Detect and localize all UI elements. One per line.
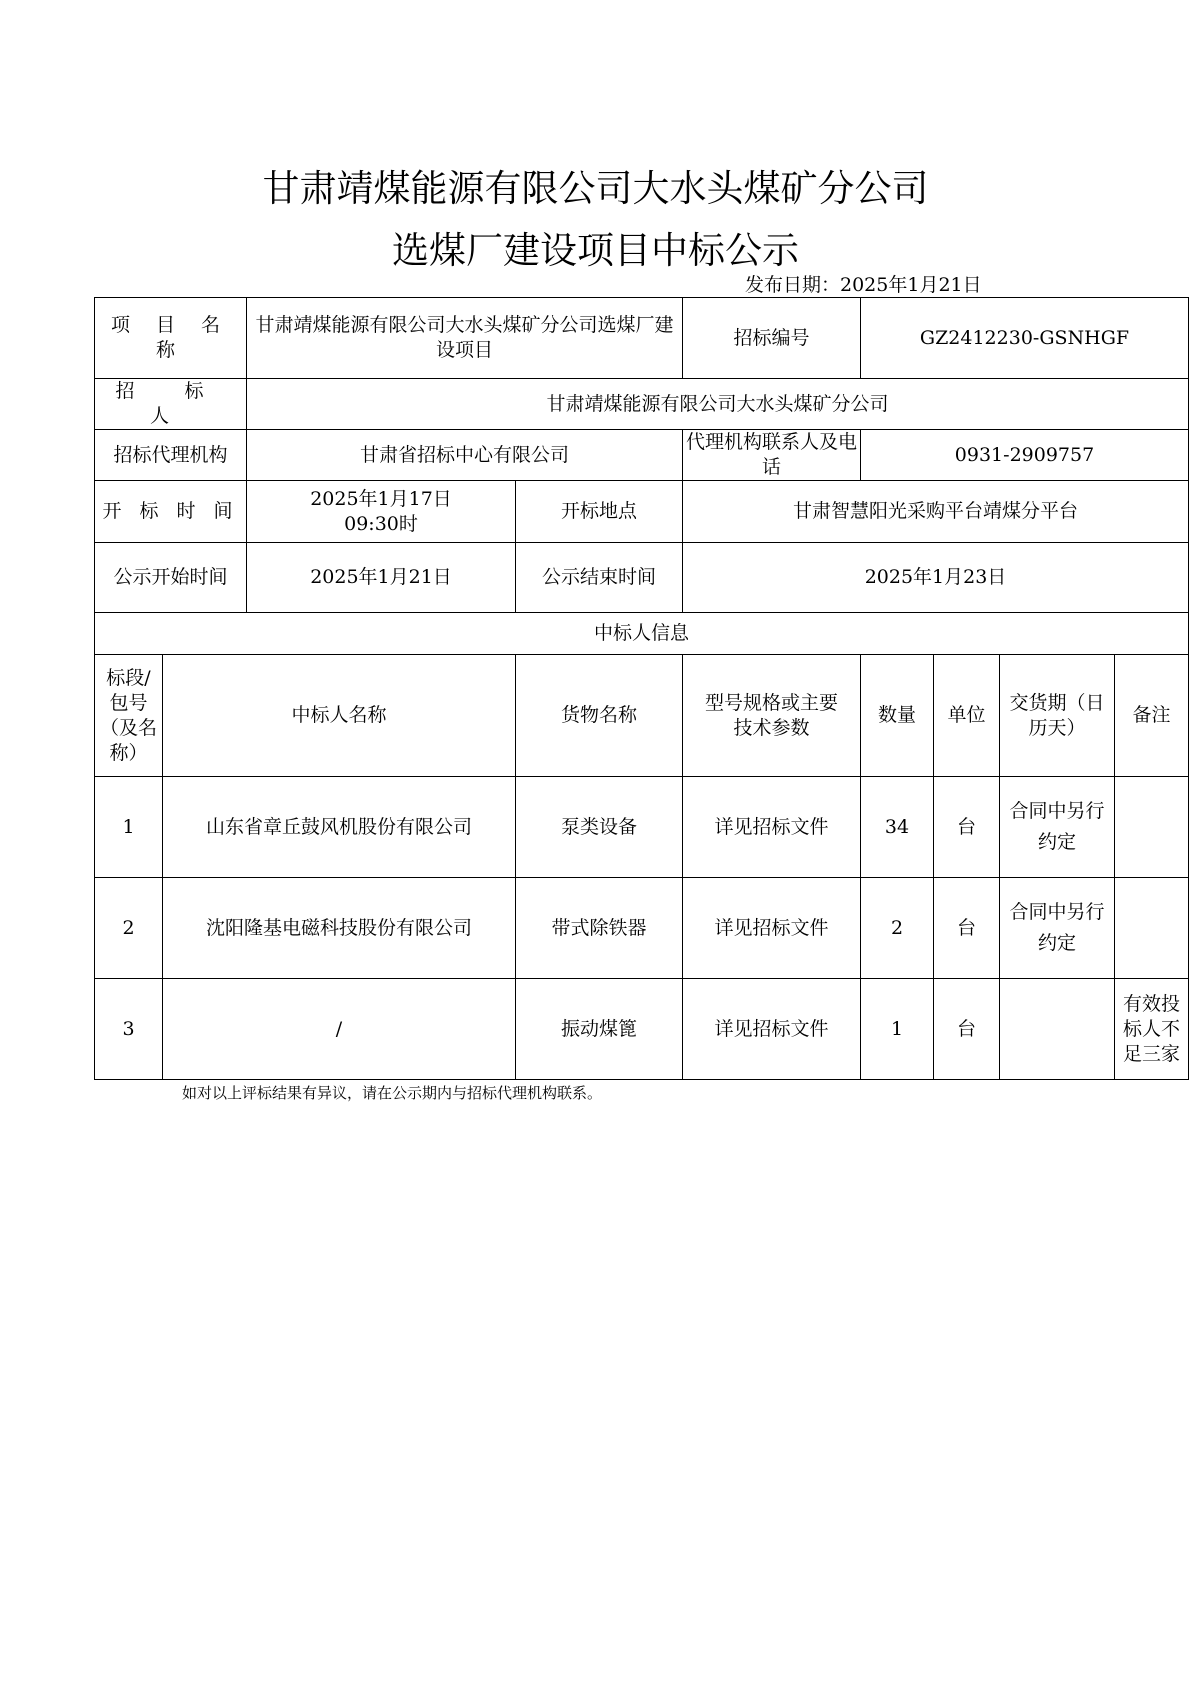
cell-spec: 详见招标文件 [683, 777, 861, 878]
open-time-label: 开 标 时 间 [95, 481, 247, 543]
cell-remark: 有效投标人不足三家 [1115, 979, 1189, 1080]
header-goods: 货物名称 [516, 655, 683, 777]
contact-label: 代理机构联系人及电话 [683, 430, 861, 481]
project-name: 甘肃靖煤能源有限公司大水头煤矿分公司选煤厂建设项目 [247, 298, 683, 379]
table-row [95, 777, 1189, 878]
header-spec: 型号规格或主要技术参数 [683, 655, 861, 777]
header-remark: 备注 [1115, 655, 1189, 777]
agency: 甘肃省招标中心有限公司 [247, 430, 683, 481]
notice-start-label: 公示开始时间 [95, 543, 247, 613]
cell-winner: 山东省章丘鼓风机股份有限公司 [163, 777, 516, 878]
cell-unit: 台 [934, 878, 1000, 979]
cell-remark [1115, 878, 1189, 979]
header-unit: 单位 [934, 655, 1000, 777]
agency-label: 招标代理机构 [95, 430, 247, 481]
publish-date: 发布日期：2025年1月21日 [745, 274, 982, 296]
header-qty: 数量 [861, 655, 934, 777]
open-time [247, 481, 516, 543]
cell-winner: / [163, 979, 516, 1080]
table-row [95, 979, 1189, 1080]
cell-delivery [1000, 979, 1115, 1080]
open-place: 甘肃智慧阳光采购平台靖煤分平台 [683, 481, 1189, 543]
tenderer-label: 招 标 人 [95, 379, 247, 430]
title-line-2: 选煤厂建设项目中标公示 [392, 229, 799, 272]
cell-delivery: 合同中另行约定 [1000, 777, 1115, 878]
header-delivery: 交货期（日历天） [1000, 655, 1115, 777]
title-line-1: 甘肃靖煤能源有限公司大水头煤矿分公司 [262, 167, 929, 210]
cell-lot: 3 [95, 979, 163, 1080]
contact-phone: 0931-2909757 [861, 430, 1189, 481]
cell-goods: 泵类设备 [516, 777, 683, 878]
table-row [95, 878, 1189, 979]
cell-spec: 详见招标文件 [683, 878, 861, 979]
notice-end: 2025年1月23日 [683, 543, 1189, 613]
tenderer: 甘肃靖煤能源有限公司大水头煤矿分公司 [247, 379, 1189, 430]
cell-goods: 振动煤篦 [516, 979, 683, 1080]
header-lot: 标段/包号（及名称） [95, 655, 163, 777]
open-time-clock: 09:30时 [344, 512, 418, 535]
cell-spec: 详见招标文件 [683, 979, 861, 1080]
project-name-label: 项 目 名 称 [95, 298, 247, 379]
open-time-date: 2025年1月17日 [310, 487, 452, 510]
cell-delivery: 合同中另行约定 [1000, 878, 1115, 979]
cell-goods: 带式除铁器 [516, 878, 683, 979]
winners-section-title: 中标人信息 [95, 613, 1189, 655]
cell-lot: 2 [95, 878, 163, 979]
cell-unit: 台 [934, 979, 1000, 1080]
cell-winner: 沈阳隆基电磁科技股份有限公司 [163, 878, 516, 979]
announcement-table [94, 297, 1189, 1080]
cell-qty: 1 [861, 979, 934, 1080]
cell-qty: 2 [861, 878, 934, 979]
open-place-label: 开标地点 [516, 481, 683, 543]
notice-start: 2025年1月21日 [247, 543, 516, 613]
cell-remark [1115, 777, 1189, 878]
cell-lot: 1 [95, 777, 163, 878]
tender-no: GZ2412230-GSNHGF [861, 298, 1189, 379]
cell-qty: 34 [861, 777, 934, 878]
notice-end-label: 公示结束时间 [516, 543, 683, 613]
footer-note: 如对以上评标结果有异议，请在公示期内与招标代理机构联系。 [182, 1084, 603, 1102]
tender-no-label: 招标编号 [683, 298, 861, 379]
header-winner: 中标人名称 [163, 655, 516, 777]
cell-unit: 台 [934, 777, 1000, 878]
